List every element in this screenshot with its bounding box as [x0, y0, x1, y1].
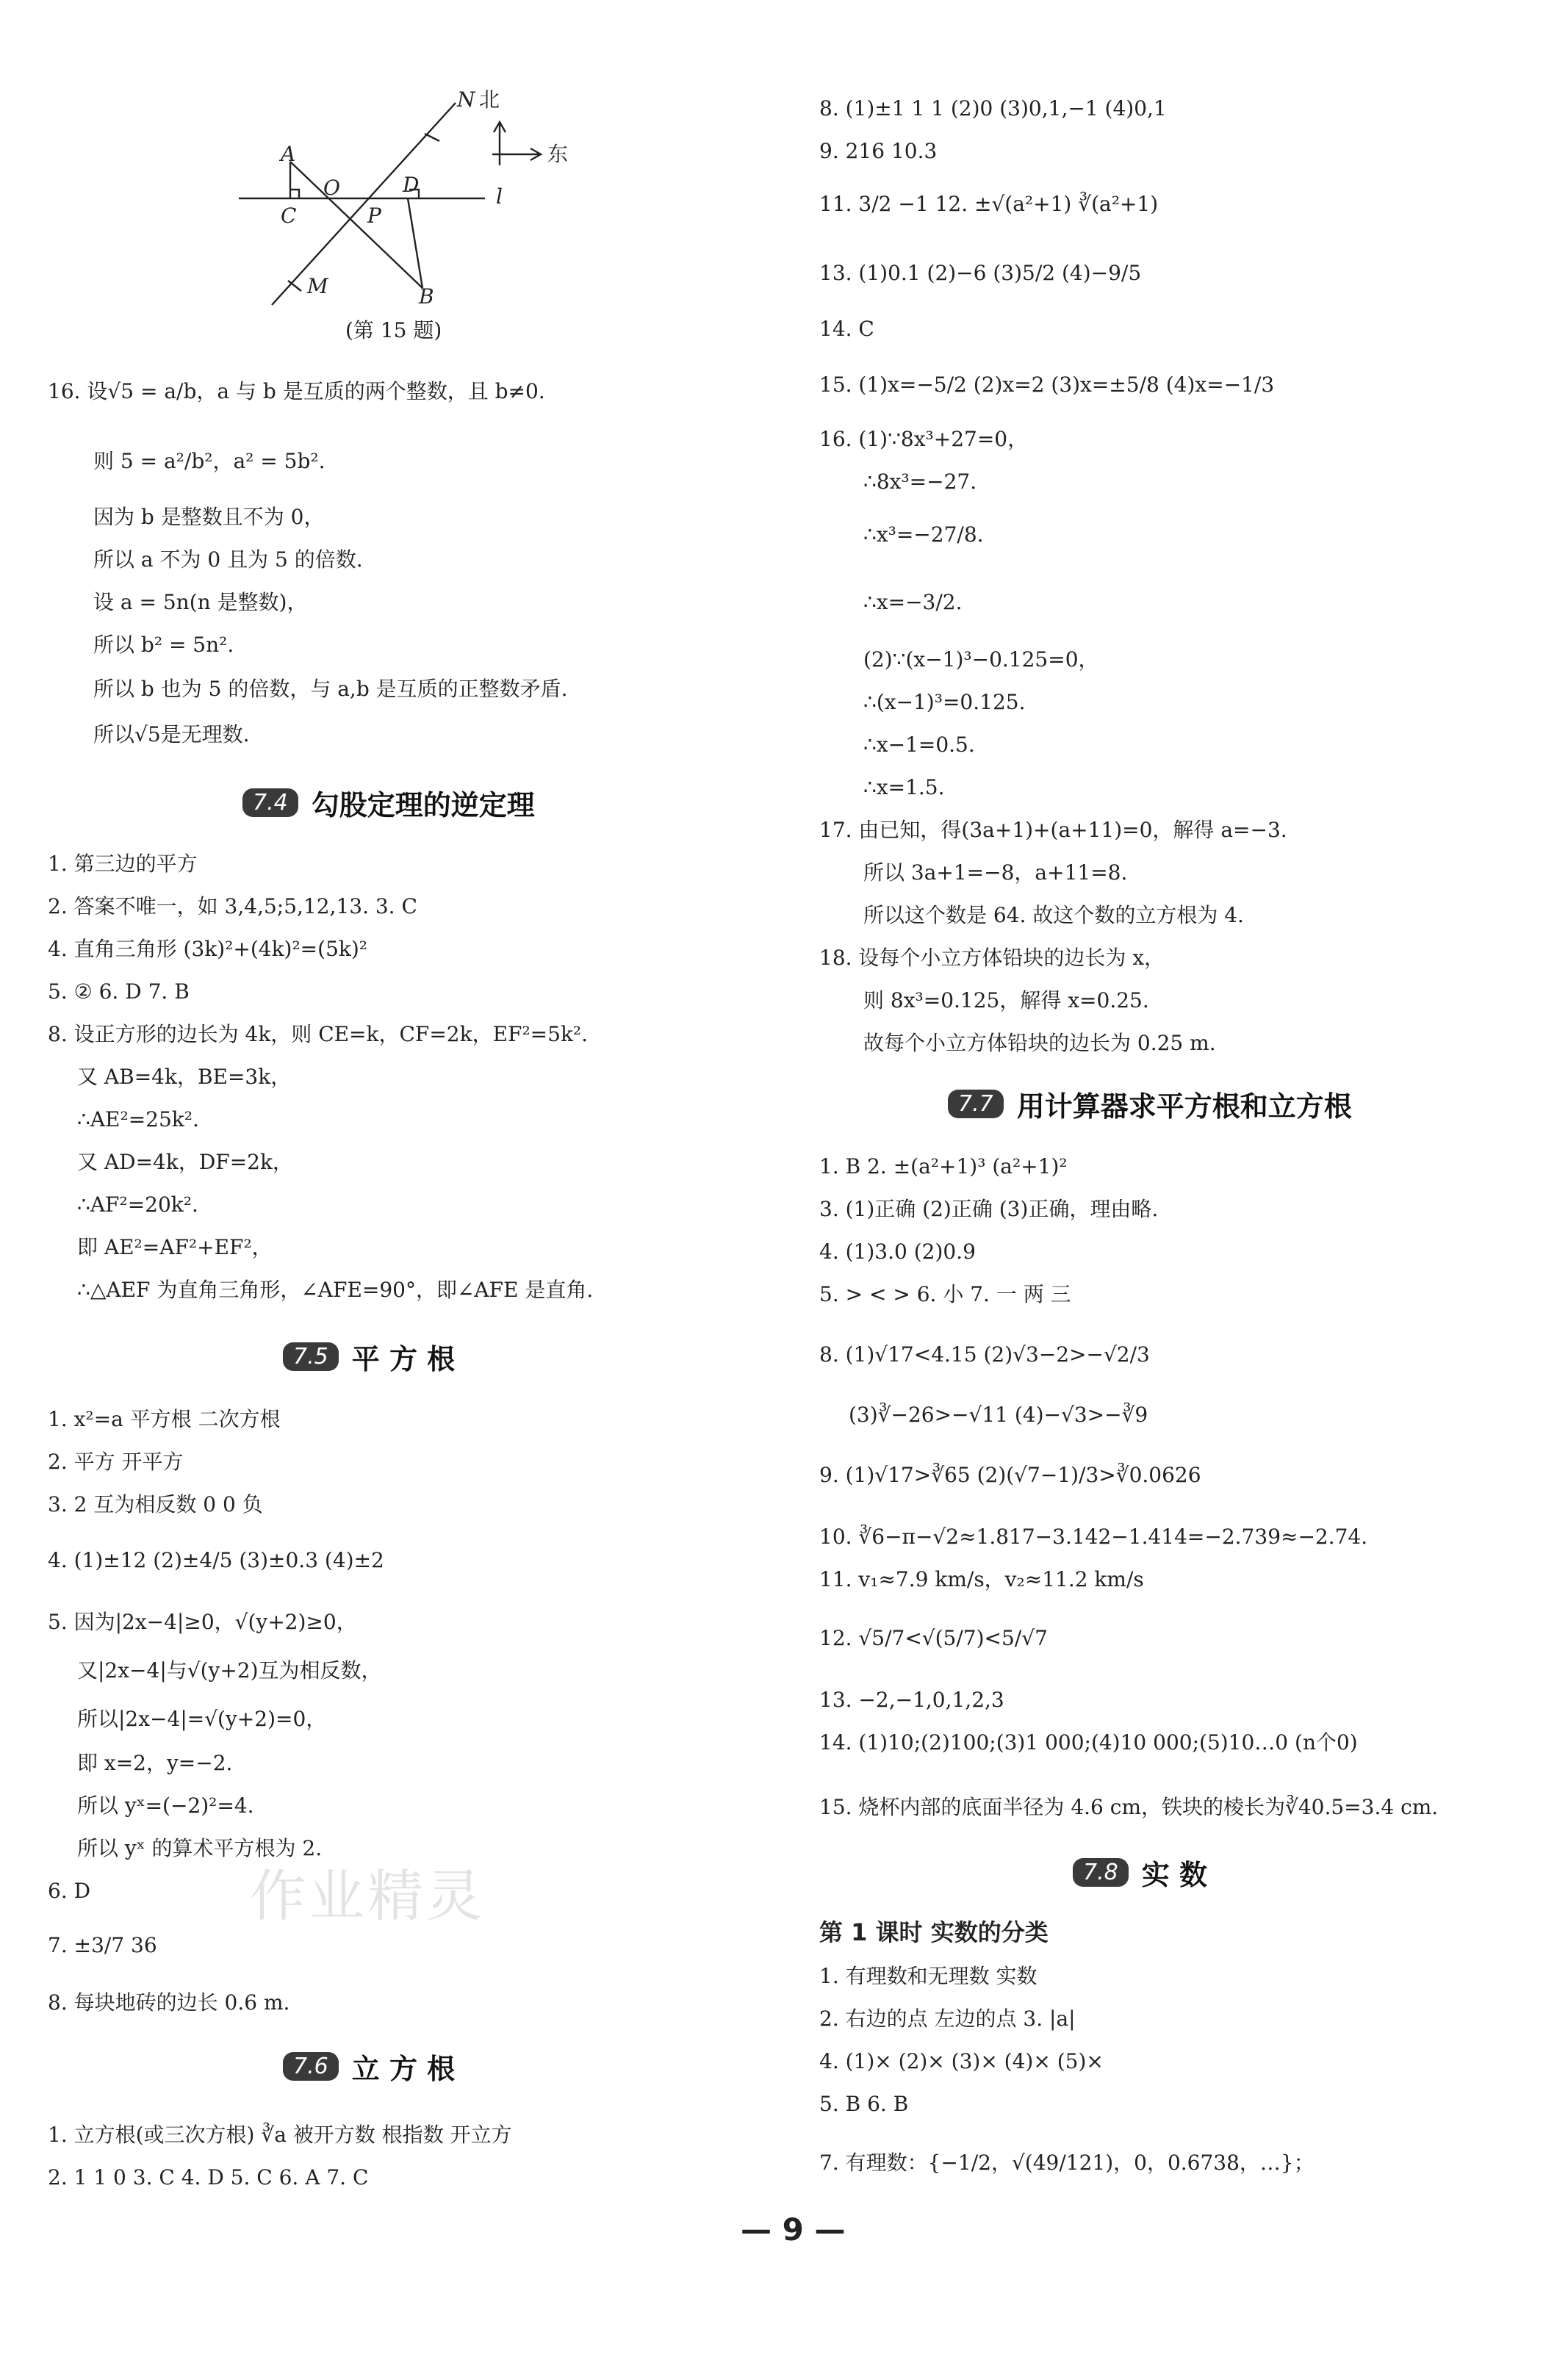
right-line-8: ∴x³=−27/8. [863, 522, 984, 547]
sec74-line-2: 4. 直角三角形 (3k)²+(4k)²=(5k)² [48, 937, 367, 961]
sec74-line-8: ∴AF²=20k². [77, 1192, 198, 1217]
left-q16-line-3: 所以 a 不为 0 且为 5 的倍数. [93, 547, 363, 572]
right-line-12: ∴x−1=0.5. [863, 733, 975, 757]
left-q16-line-5: 所以 b² = 5n². [93, 633, 234, 657]
sec74-line-1: 2. 答案不唯一，如 3,4,5;5,12,13. 3. C [48, 894, 417, 918]
section-title: 平 方 根 [351, 1342, 456, 1375]
sec78-line-3: 5. B 6. B [819, 2092, 909, 2116]
right-line-1: 9. 216 10.3 [819, 139, 938, 163]
right-line-16: 所以这个数是 64. 故这个数的立方根为 4. [863, 903, 1244, 927]
section-7-4-header [242, 783, 535, 821]
sec75-line-2: 3. 2 互为相反数 0 0 负 [48, 1492, 263, 1516]
sec75-line-10: 6. D [48, 1879, 91, 1903]
page-number: — 9 — [741, 2212, 846, 2248]
right-line-3: 13. (1)0.1 (2)−6 (3)5/2 (4)−9/5 [819, 261, 1142, 285]
right-line-15: 所以 3a+1=−8，a+11=8. [863, 860, 1128, 885]
section-7-8-header [1073, 1853, 1207, 1891]
right-line-18: 则 8x³=0.125，解得 x=0.25. [863, 988, 1149, 1012]
sec74-line-6: ∴AE²=25k². [77, 1107, 199, 1131]
right-line-0: 8. (1)±1 1 1 (2)0 (3)0,1,−1 (4)0,1 [819, 96, 1167, 120]
right-line-17: 18. 设每个小立方体铅块的边长为 x， [819, 946, 1165, 970]
right-line-13: ∴x=1.5. [863, 775, 945, 799]
sec75-line-6: 所以|2x−4|=√(y+2)=0， [77, 1707, 327, 1731]
right-line-19: 故每个小立方体铅块的边长为 0.25 m. [863, 1031, 1216, 1055]
section-7-5-header [283, 1337, 455, 1375]
label-A: A [281, 142, 296, 166]
section-7-7-header [948, 1084, 1352, 1123]
sec75-line-12: 8. 每块地砖的边长 0.6 m. [48, 1990, 290, 2015]
sec77-line-7: 10. ∛6−π−√2≈1.817−3.142−1.414=−2.739≈−2.74. [819, 1525, 1368, 1549]
right-line-4: 14. C [819, 317, 874, 341]
sec75-line-0: 1. x²=a 平方根 二次方根 [48, 1407, 281, 1431]
right-line-6: 16. (1)∵8x³+27=0， [819, 427, 1029, 451]
sec74-line-0: 1. 第三边的平方 [48, 852, 198, 876]
sec74-line-5: 又 AB=4k，BE=3k， [77, 1065, 292, 1089]
right-line-10: (2)∵(x−1)³−0.125=0， [863, 647, 1099, 672]
figure-caption: (第 15 题) [345, 318, 442, 342]
sec78-line-2: 4. (1)× (2)× (3)× (4)× (5)× [819, 2049, 1104, 2073]
section-badge: 7.7 [948, 1090, 1004, 1118]
sec75-line-4: 5. 因为|2x−4|≥0，√(y+2)≥0， [48, 1610, 357, 1634]
sec76-line-1: 2. 1 1 0 3. C 4. D 5. C 6. A 7. C [48, 2165, 369, 2189]
section-badge: 7.4 [242, 788, 298, 817]
label-B: B [419, 284, 434, 309]
sec74-line-4: 8. 设正方形的边长为 4k，则 CE=k，CF=2k，EF²=5k². [48, 1022, 589, 1046]
label-l: l [496, 184, 503, 209]
right-line-9: ∴x=−3/2. [863, 590, 963, 614]
right-line-2: 11. 3/2 −1 12. ±√(a²+1) ∛(a²+1) [819, 192, 1159, 216]
label-east: 东 [547, 142, 569, 166]
label-P: P [367, 204, 381, 228]
left-q16-line-2: 因为 b 是整数且不为 0， [93, 505, 325, 529]
label-D: D [403, 173, 420, 197]
sec78-subtitle: 第 1 课时 实数的分类 [819, 1918, 1049, 1946]
section-7-6-header [283, 2047, 455, 2085]
sec77-line-3: 5. > < > 6. 小 7. 一 两 三 [819, 1282, 1071, 1306]
section-badge: 7.6 [283, 2052, 339, 2081]
section-title: 立 方 根 [351, 2052, 456, 2085]
sec77-line-10: 13. −2,−1,0,1,2,3 [819, 1688, 1004, 1712]
sec75-line-7: 即 x=2，y=−2. [77, 1751, 233, 1775]
right-line-5: 15. (1)x=−5/2 (2)x=2 (3)x=±5/8 (4)x=−1/3 [819, 373, 1275, 397]
section-title: 用计算器求平方根和立方根 [1016, 1090, 1352, 1123]
left-q16-line-6: 所以 b 也为 5 的倍数，与 a,b 是互质的正整数矛盾. [93, 677, 568, 701]
section-title: 实 数 [1141, 1858, 1207, 1891]
sec74-line-3: 5. ② 6. D 7. B [48, 979, 190, 1004]
sec74-line-10: ∴△AEF 为直角三角形，∠AFE=90°，即∠AFE 是直角. [77, 1278, 594, 1302]
sec77-line-0: 1. B 2. ±(a²+1)³ (a²+1)² [819, 1154, 1068, 1178]
sec77-line-11: 14. (1)10;(2)100;(3)1 000;(4)10 000;(5)10…0 (n个0) [819, 1730, 1358, 1755]
left-q16-line-0: 16. 设√5 = a/b，a 与 b 是互质的两个整数，且 b≠0. [48, 379, 545, 403]
sec75-line-3: 4. (1)±12 (2)±4/5 (3)±0.3 (4)±2 [48, 1548, 384, 1572]
sec75-line-11: 7. ±3/7 36 [48, 1933, 157, 1957]
section-title: 勾股定理的逆定理 [311, 788, 535, 821]
sec75-line-5: 又|2x−4|与√(y+2)互为相反数， [77, 1658, 382, 1683]
sec77-line-12: 15. 烧杯内部的底面半径为 4.6 cm，铁块的棱长为∛40.5=3.4 cm. [819, 1795, 1439, 1819]
sec78-line-0: 1. 有理数和无理数 实数 [819, 1964, 1037, 1988]
right-line-7: ∴8x³=−27. [863, 469, 977, 494]
sec77-line-2: 4. (1)3.0 (2)0.9 [819, 1239, 976, 1264]
sec77-line-4: 8. (1)√17<4.15 (2)√3−2>−√2/3 [819, 1342, 1150, 1367]
label-N: N [457, 87, 475, 112]
section-badge: 7.5 [283, 1342, 339, 1371]
sec75-line-8: 所以 yˣ=(−2)²=4. [77, 1793, 254, 1818]
left-q16-line-7: 所以√5是无理数. [93, 722, 250, 746]
right-column [801, 0, 1528, 2357]
sec74-line-9: 即 AE²=AF²+EF²， [77, 1235, 273, 1259]
sec78-line-1: 2. 右边的点 左边的点 3. |a| [819, 2007, 1076, 2031]
sec75-line-1: 2. 平方 开平方 [48, 1450, 184, 1474]
sec77-line-5: (3)∛−26>−√11 (4)−√3>−∛9 [849, 1403, 1148, 1427]
label-north: 北 [479, 87, 500, 112]
left-column [40, 0, 768, 2357]
section-badge: 7.8 [1073, 1858, 1129, 1887]
label-O: O [323, 176, 340, 200]
sec77-line-9: 12. √5/7<√(5/7)<5/√7 [819, 1626, 1048, 1650]
left-q16-line-1: 则 5 = a²/b²，a² = 5b². [93, 449, 326, 473]
label-M: M [307, 274, 328, 298]
label-C: C [281, 204, 297, 228]
sec77-line-8: 11. v₁≈7.9 km/s，v₂≈11.2 km/s [819, 1567, 1144, 1591]
sec77-line-6: 9. (1)√17>∛65 (2)(√7−1)/3>∛0.0626 [819, 1463, 1201, 1487]
sec75-line-9: 所以 yˣ 的算术平方根为 2. [77, 1836, 323, 1860]
right-line-14: 17. 由已知，得(3a+1)+(a+11)=0，解得 a=−3. [819, 818, 1287, 842]
sec74-line-7: 又 AD=4k，DF=2k， [77, 1150, 293, 1174]
right-line-11: ∴(x−1)³=0.125. [863, 690, 1026, 714]
sec77-line-1: 3. (1)正确 (2)正确 (3)正确，理由略. [819, 1197, 1159, 1221]
left-q16-line-4: 设 a = 5n(n 是整数)， [93, 590, 308, 614]
sec78-line-4: 7. 有理数：{−1/2，√(49/121)，0，0.6738，…}； [819, 2151, 1315, 2175]
sec76-line-0: 1. 立方根(或三次方根) ∛a 被开方数 根指数 开立方 [48, 2123, 512, 2147]
watermark: 作业精灵 [250, 1863, 485, 1929]
